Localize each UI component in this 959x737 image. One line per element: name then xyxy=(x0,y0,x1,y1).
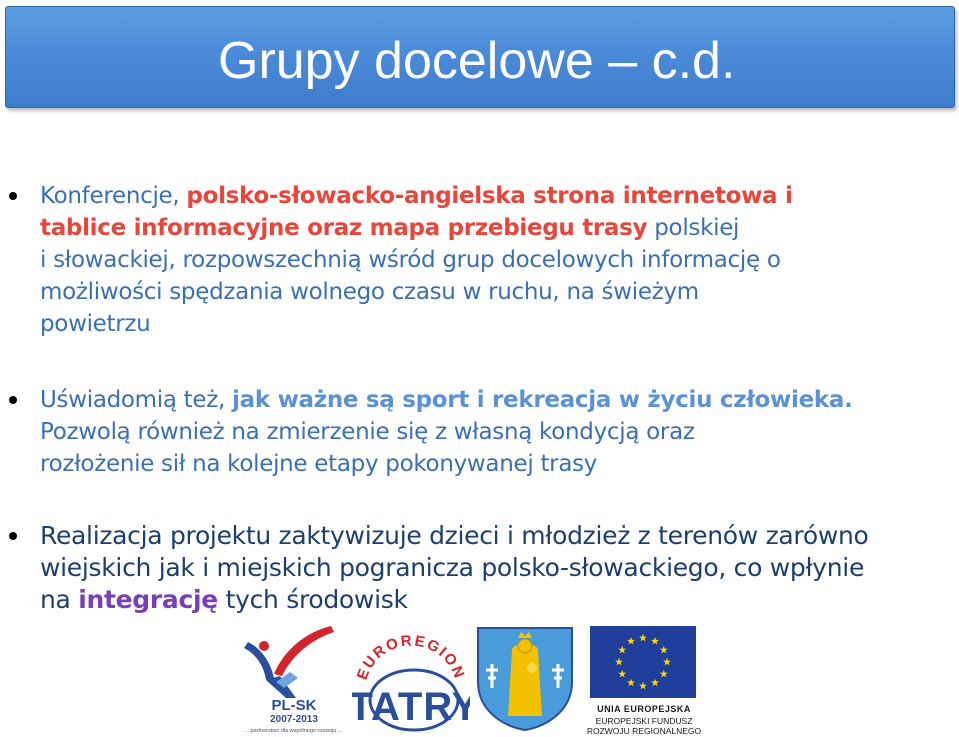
coat-of-arms-icon xyxy=(474,624,576,732)
bullet-dot xyxy=(9,532,17,540)
bullet-dot xyxy=(9,192,17,200)
bullet-text: Konferencje, xyxy=(40,183,187,209)
svg-text:EUROREGION xyxy=(354,632,468,682)
bullet-item-integration xyxy=(40,520,940,616)
eu-caption-line: EUROPEJSKI FUNDUSZ xyxy=(595,716,693,726)
bullet-item-outreach xyxy=(40,180,940,340)
eu-logo xyxy=(584,624,704,736)
bullet-line: rozłożenie sił na kolejne etapy pokonywanej trasy xyxy=(40,451,598,477)
bullet-line: i słowackiej, rozpowszechnią wśród grup docelowych informację o xyxy=(40,247,781,273)
eu-star-icon xyxy=(615,658,623,666)
plsk-figure-icon xyxy=(236,622,346,700)
bullet-item-awareness xyxy=(40,384,940,480)
eu-star-icon xyxy=(663,658,671,666)
bullet-text: na xyxy=(40,585,79,614)
eu-caption-line: ROZWOJU REGIONALNEGO xyxy=(586,726,702,736)
bullet-line xyxy=(40,212,940,244)
eu-star-icon xyxy=(660,670,668,678)
bullet-emphasis: integrację xyxy=(78,585,218,614)
bullet-text: polskiej xyxy=(647,215,740,241)
bullet-emphasis: tablice informacyjne oraz mapa przebiegu trasy xyxy=(40,215,648,241)
eu-caption-line: UNIA EUROPEJSKA xyxy=(597,704,691,714)
bullet-line xyxy=(40,384,940,416)
plsk-name: PL-SK xyxy=(271,697,317,714)
eu-star-icon xyxy=(639,682,647,690)
eu-star-icon xyxy=(651,637,659,645)
tatry-arc-text: EUROREGION xyxy=(353,632,469,683)
plsk-years: 2007-2013 xyxy=(270,714,318,725)
eu-star-icon xyxy=(618,646,626,654)
coat-of-arms-logo xyxy=(474,624,576,732)
bullet-line: Realizacja projektu zaktywizuje dzieci i młodzież z terenów zarówno xyxy=(40,521,869,550)
bullet-dot xyxy=(9,396,17,404)
eu-star-icon xyxy=(627,637,635,645)
bullet-text: tych środowisk xyxy=(217,585,408,614)
slide-title: Grupy docelowe – c.d. xyxy=(218,32,736,90)
bullet-line: możliwości spędzania wolnego czasu w ruchu, na świeżym xyxy=(40,279,699,305)
bullet-line xyxy=(40,180,940,212)
plsk-motto: ... partnerstwo dla wspólnego rozwoju ... xyxy=(244,728,343,734)
logo-strip xyxy=(0,616,959,736)
eu-star-icon xyxy=(660,646,668,654)
bullet-line: wiejskich jak i miejskich pogranicza polsko-słowackiego, co wpłynie xyxy=(40,553,865,582)
eu-star-icon xyxy=(639,634,647,642)
tatry-main-text: TATRY xyxy=(352,685,470,729)
eu-star-icon xyxy=(627,679,635,687)
bullet-line: powietrzu xyxy=(40,311,151,337)
bullet-line xyxy=(40,584,940,616)
eu-star-icon xyxy=(618,670,626,678)
plsk-logo xyxy=(236,622,346,732)
bullet-emphasis: polsko-słowacko-angielska strona internetowa i xyxy=(186,183,793,209)
tatry-mark-icon xyxy=(352,620,470,732)
eu-stars-icon xyxy=(590,626,696,698)
eu-star-icon xyxy=(651,679,659,687)
plsk-caption xyxy=(254,698,334,725)
eu-flag-icon xyxy=(590,626,696,698)
euroregion-tatry-logo xyxy=(352,620,470,732)
bullet-text: Uświadomią też, xyxy=(40,387,233,413)
bullet-emphasis: jak ważne są sport i rekreacja w życiu człowieka. xyxy=(232,387,853,413)
bullet-line: Pozwolą również na zmierzenie się z własną kondycją oraz xyxy=(40,419,695,445)
